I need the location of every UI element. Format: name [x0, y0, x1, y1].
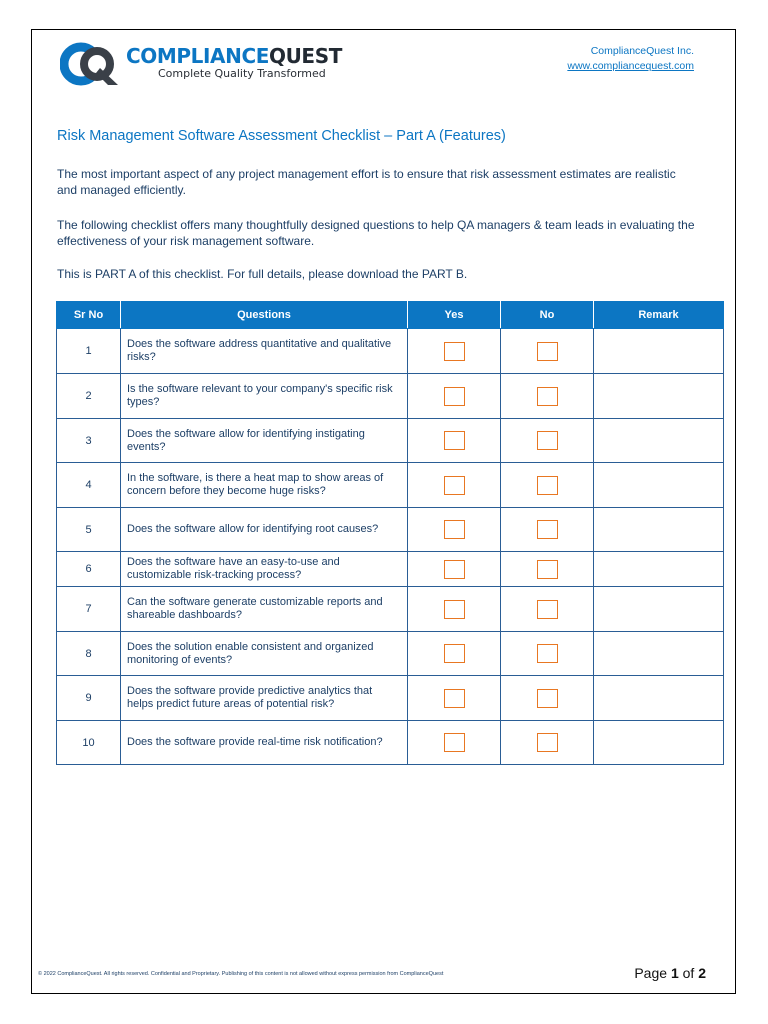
- remark-field[interactable]: [594, 552, 724, 587]
- question-text: Does the software address quantitative and qualitative risks?: [121, 329, 408, 374]
- remark-field[interactable]: [594, 329, 724, 374]
- yes-cell: [408, 587, 501, 632]
- yes-cell: [408, 508, 501, 552]
- page-of: of: [682, 965, 695, 981]
- cq-logo-icon: [60, 40, 124, 88]
- row-number: 8: [57, 632, 121, 676]
- no-checkbox-icon[interactable]: [537, 560, 558, 579]
- row-number: 4: [57, 463, 121, 508]
- remark-field[interactable]: [594, 463, 724, 508]
- no-checkbox-icon[interactable]: [537, 689, 558, 708]
- yes-cell: [408, 463, 501, 508]
- no-checkbox-icon[interactable]: [537, 387, 558, 406]
- no-cell: [501, 329, 594, 374]
- no-cell: [501, 632, 594, 676]
- logo-word-compliance: COMPLIANCE: [126, 44, 269, 68]
- logo-word-quest: QUEST: [268, 44, 342, 68]
- no-checkbox-icon[interactable]: [537, 342, 558, 361]
- no-checkbox-icon[interactable]: [537, 733, 558, 752]
- yes-checkbox-icon[interactable]: [444, 560, 465, 579]
- no-checkbox-icon[interactable]: [537, 644, 558, 663]
- yes-cell: [408, 632, 501, 676]
- no-checkbox-icon[interactable]: [537, 600, 558, 619]
- row-number: 1: [57, 329, 121, 374]
- yes-checkbox-icon[interactable]: [444, 600, 465, 619]
- question-text: Does the software have an easy-to-use and customizable risk-tracking process?: [121, 552, 408, 587]
- page-total: 2: [698, 965, 706, 981]
- page-word: Page: [634, 965, 668, 981]
- no-checkbox-icon[interactable]: [537, 431, 558, 450]
- no-cell: [501, 463, 594, 508]
- checklist-description-paragraph: The following checklist offers many thoughtfully designed questions to help QA managers & team leads in evaluating the effectiveness of your risk management software.: [57, 218, 695, 248]
- checklist-table: [56, 301, 724, 765]
- column-header-questions: Questions: [121, 302, 408, 329]
- yes-checkbox-icon[interactable]: [444, 733, 465, 752]
- table-row: [57, 329, 724, 374]
- page-current: 1: [670, 965, 679, 981]
- row-number: 5: [57, 508, 121, 552]
- table-header-row: [57, 302, 724, 329]
- intro-paragraph: The most important aspect of any project management effort is to ensure that risk assessment estimates are realistic and managed efficiently.: [57, 167, 676, 197]
- no-cell: [501, 676, 594, 721]
- yes-checkbox-icon[interactable]: [444, 431, 465, 450]
- question-text: Does the solution enable consistent and organized monitoring of events?: [121, 632, 408, 676]
- row-number: 10: [57, 721, 121, 765]
- question-text: Does the software provide predictive analytics that helps predict future areas of potential risk?: [121, 676, 408, 721]
- yes-checkbox-icon[interactable]: [444, 476, 465, 495]
- table-row: [57, 721, 724, 765]
- logo-tagline: Complete Quality Transformed: [158, 67, 326, 80]
- yes-checkbox-icon[interactable]: [444, 689, 465, 708]
- row-number: 2: [57, 374, 121, 419]
- row-number: 6: [57, 552, 121, 587]
- table-row: [57, 374, 724, 419]
- yes-checkbox-icon[interactable]: [444, 644, 465, 663]
- no-cell: [501, 552, 594, 587]
- table-row: [57, 632, 724, 676]
- column-header-no: No: [501, 302, 594, 329]
- row-number: 7: [57, 587, 121, 632]
- table-row: [57, 508, 724, 552]
- question-text: Does the software provide real-time risk notification?: [121, 721, 408, 765]
- no-cell: [501, 587, 594, 632]
- document-title: Risk Management Software Assessment Checklist – Part A (Features): [57, 128, 506, 144]
- compliancequest-logo: [60, 40, 360, 88]
- table-row: [57, 463, 724, 508]
- table-row: [57, 552, 724, 587]
- row-number: 9: [57, 676, 121, 721]
- part-a-note-paragraph: This is PART A of this checklist. For full details, please download the PART B.: [57, 267, 468, 281]
- column-header-yes: Yes: [408, 302, 501, 329]
- table-row: [57, 676, 724, 721]
- page-number: [634, 965, 706, 981]
- question-text: In the software, is there a heat map to show areas of concern before they become huge risks?: [121, 463, 408, 508]
- question-text: Does the software allow for identifying root causes?: [121, 508, 408, 552]
- remark-field[interactable]: [594, 721, 724, 765]
- no-cell: [501, 374, 594, 419]
- remark-field[interactable]: [594, 374, 724, 419]
- no-checkbox-icon[interactable]: [537, 476, 558, 495]
- yes-cell: [408, 374, 501, 419]
- no-cell: [501, 419, 594, 463]
- remark-field[interactable]: [594, 419, 724, 463]
- company-name: ComplianceQuest Inc.: [590, 45, 694, 57]
- remark-field[interactable]: [594, 632, 724, 676]
- footer-copyright: © 2022 ComplianceQuest. All rights reserved. Confidential and Proprietary. Publishing of this content is not allowed without express permission from ComplianceQuest: [38, 971, 444, 977]
- no-cell: [501, 508, 594, 552]
- yes-checkbox-icon[interactable]: [444, 520, 465, 539]
- column-header-remark: Remark: [594, 302, 724, 329]
- yes-cell: [408, 552, 501, 587]
- question-text: Is the software relevant to your company's specific risk types?: [121, 374, 408, 419]
- remark-field[interactable]: [594, 676, 724, 721]
- yes-cell: [408, 329, 501, 374]
- yes-checkbox-icon[interactable]: [444, 342, 465, 361]
- no-checkbox-icon[interactable]: [537, 520, 558, 539]
- table-row: [57, 587, 724, 632]
- question-text: Does the software allow for identifying instigating events?: [121, 419, 408, 463]
- company-url-link[interactable]: www.compliancequest.com: [567, 60, 694, 72]
- remark-field[interactable]: [594, 508, 724, 552]
- row-number: 3: [57, 419, 121, 463]
- logo-wordmark: [126, 44, 342, 68]
- remark-field[interactable]: [594, 587, 724, 632]
- yes-checkbox-icon[interactable]: [444, 387, 465, 406]
- yes-cell: [408, 721, 501, 765]
- company-info: [567, 44, 694, 74]
- yes-cell: [408, 676, 501, 721]
- column-header-sr-no: Sr No: [57, 302, 121, 329]
- no-cell: [501, 721, 594, 765]
- question-text: Can the software generate customizable reports and shareable dashboards?: [121, 587, 408, 632]
- table-row: [57, 419, 724, 463]
- yes-cell: [408, 419, 501, 463]
